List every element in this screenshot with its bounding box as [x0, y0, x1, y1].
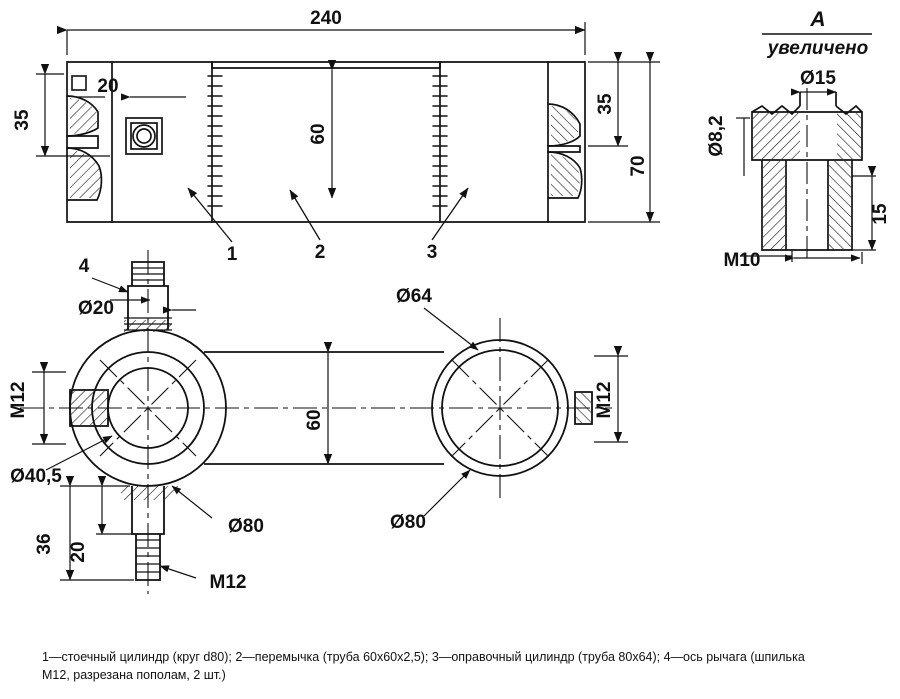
caption-line-2: M12, разрезана пополам, 2 шт.): [42, 668, 226, 683]
dim-15-text: 15: [870, 203, 891, 225]
dim-square20-text: 20: [97, 76, 119, 97]
square-symbol: [72, 76, 186, 97]
dim-m12-bottom-text: M12: [209, 572, 247, 593]
dim-d15-text: Ø15: [800, 68, 836, 89]
dim-d82-text: Ø8,2: [706, 115, 727, 157]
part-label-2: 2: [314, 242, 326, 263]
dim-d405-text: Ø40,5: [10, 466, 62, 487]
dim-35-right: [588, 62, 660, 222]
dim-60-front-text: 60: [308, 123, 329, 145]
caption-line-1: 1—стоечный цилиндр (круг d80); 2—перемычка (труба 60x60х2,5); 3—оправочный цилиндр (труба 80х64); 4—ось рычага (шпилька: [42, 650, 805, 664]
dim-240-text: 240: [310, 8, 342, 29]
part-label-3: 3: [426, 242, 438, 263]
dim-36-text: 36: [34, 533, 55, 555]
dim-m12-right-text: M12: [594, 381, 615, 419]
front-view-hatching: [70, 98, 580, 198]
part-leaders: [188, 188, 468, 242]
detail-subtitle: увеличено: [767, 38, 869, 59]
dim-35-right-text: 35: [595, 93, 616, 115]
figure-caption: [42, 648, 872, 684]
part-label-1: 1: [226, 244, 238, 265]
dim-d64-text: Ø64: [396, 286, 432, 307]
dim-m10-text: M10: [723, 250, 761, 271]
dim-d20-text: Ø20: [78, 298, 114, 319]
dim-20-text: 20: [68, 541, 89, 563]
plan-hatching: [71, 320, 591, 500]
dim-d80-right-text: Ø80: [390, 512, 426, 533]
detail-title: A: [810, 8, 826, 31]
dim-d80-left-text: Ø80: [228, 516, 264, 537]
part-label-4: 4: [78, 256, 90, 277]
dim-m12-left-text: M12: [8, 381, 29, 419]
dim-60-plan-text: 60: [304, 409, 325, 431]
plan-dims: [32, 278, 628, 580]
detail-view-a: [706, 8, 891, 271]
dim-35-left-text: 35: [12, 109, 33, 131]
dim-70-text: 70: [628, 155, 649, 177]
